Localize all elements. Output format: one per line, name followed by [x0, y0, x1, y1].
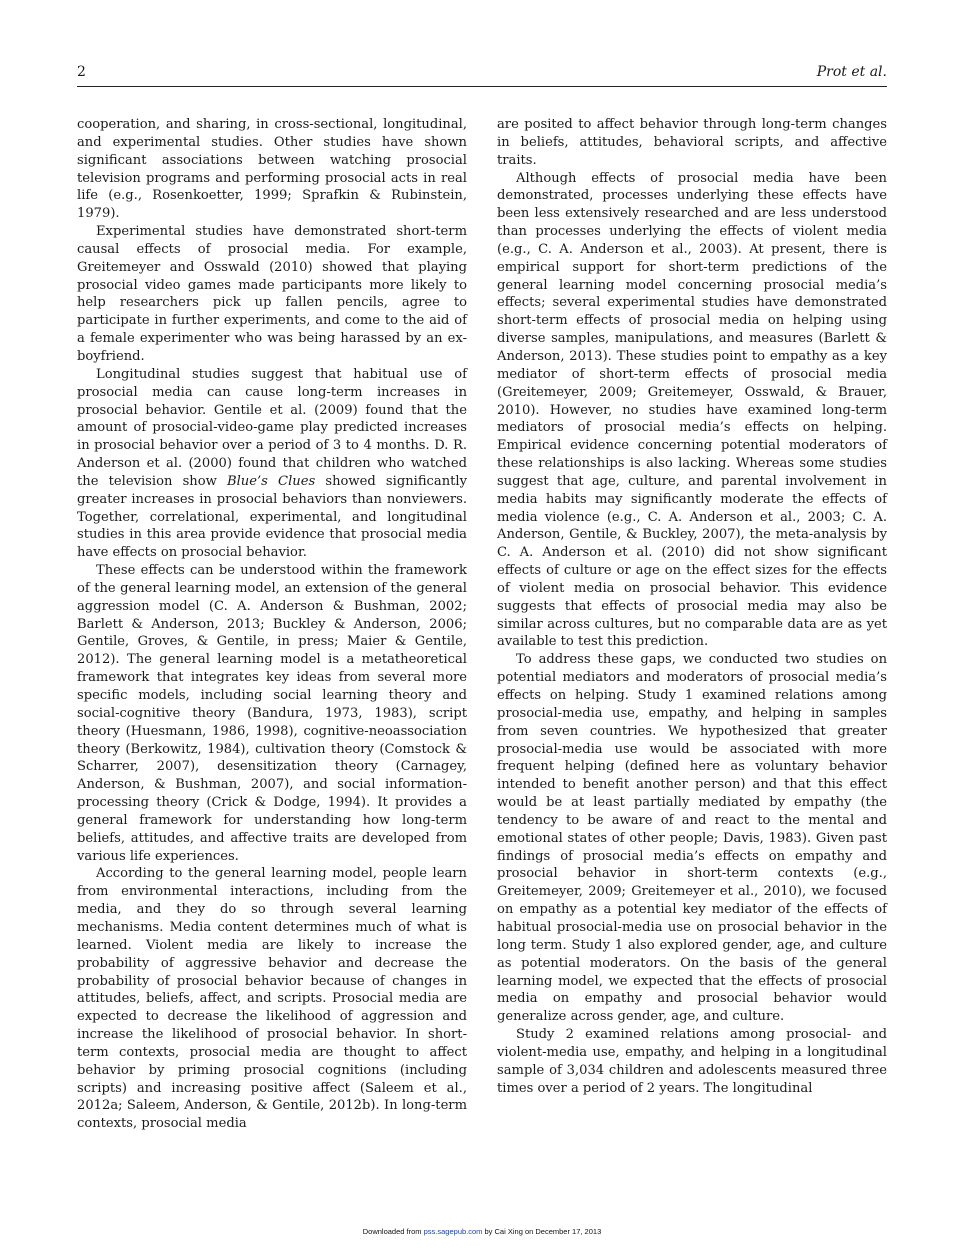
download-footer — [0, 1227, 964, 1236]
paragraph: Although effects of prosocial media have been demonstrated, processes underlying these effects have been less extensively researched and are less understood than processes underlying the effects of violent media (e.g., C. A. Anderson et al., 2003). At present, there is empirical support for short-term predictions of the general learning model concerning prosocial media’s effects; several experimental studies have demonstrated short-term effects of prosocial media on helping using diverse samples, manipulations, and measures (Barlett & Anderson, 2013). These studies point to empathy as a key mediator of short-term effects of prosocial media (Greitemeyer, 2009; Greitemeyer, Osswald, & Brauer, 2010). However, no studies have examined long-term mediators of prosocial media’s effects on helping. Empirical evidence concerning potential moderators of these relationships is also lacking. Whereas some studies suggest that age, culture, and parental involvement in media habits may significantly moderate the effects of media violence (e.g., C. A. Anderson et al., 2003; C. A. Anderson, Gentile, & Buckley, 2007), the meta-analysis by C. A. Anderson et al. (2010) did not show significant effects of culture or age on the effect sizes for the effects of violent media on prosocial behavior. This evidence suggests that effects of prosocial media may also be similar across cultures, but no comparable data are as yet available to test this prediction. — [497, 170, 887, 650]
source-link[interactable]: pss.sagepub.com — [423, 1227, 483, 1236]
left-column — [77, 116, 467, 1133]
text-span: Longitudinal studies suggest that habitual use of prosocial media can cause long-term increases in prosocial behavior. Gentile et al. (2009) found that the amount of prosocial-video-game play predicted increases in prosocial behavior over a period of 3 to 4 months. D. R. Anderson et al. (2000) found that children who watched the television show — [77, 366, 467, 489]
paragraph: According to the general learning model, people learn from environmental interactions, including from the media, and they do so through several learning mechanisms. Media content determines much of what is learned. Violent media are likely to increase the probability of aggressive behavior and decrease the probability of prosocial behavior because of changes in attitudes, beliefs, affect, and scripts. Prosocial media are expected to decrease the likelihood of aggression and increase the likelihood of prosocial behavior. In short-term contexts, prosocial media are thought to affect behavior by priming prosocial cognitions (including scripts) and increasing positive affect (Saleem et al., 2012a; Saleem, Anderson, & Gentile, 2012b). In long-term contexts, prosocial media — [77, 866, 467, 1132]
page-number: 2 — [77, 64, 86, 80]
right-column — [497, 116, 887, 1097]
page-header — [77, 62, 887, 87]
running-head: Prot et al. — [816, 64, 887, 80]
paragraph: cooperation, and sharing, in cross-sectional, longitudinal, and experimental studies. Other studies have shown significant associations between watching prosocial television programs and performing prosocial acts in real life (e.g., Rosenkoetter, 1999; Sprafkin & Rubinstein, 1979). — [77, 117, 467, 222]
paragraph: Experimental studies have demonstrated short-term causal effects of prosocial media. For example, Greitemeyer and Osswald (2010) showed that playing prosocial video games made participants more likely to help researchers pick up fallen pencils, agree to participate in further experiments, and come to the aid of a female experimenter who was being harassed by an ex-boyfriend. — [77, 224, 467, 364]
text-span: showed significantly greater increases in prosocial behaviors than nonviewers. Together, correlational, experimental, and longitudinal studies in this area provide evidence that prosocial media have effects on prosocial behavior. — [77, 473, 467, 561]
paragraph: To address these gaps, we conducted two studies on potential mediators and moderators of prosocial media’s effects on helping. Study 1 examined relations among prosocial-media use, empathy, and helping in samples from seven countries. We hypothesized that greater prosocial-media use would be associated with more frequent helping (defined here as voluntary behavior intended to benefit another person) and that this effect would be at least partially mediated by empathy (the tendency to be aware of and react to the mental and emotional states of other people; Davis, 1983). Given past findings of prosocial media’s effects on empathy and prosocial behavior in short-term contexts (e.g., Greitemeyer, 2009; Greitemeyer et al., 2010), we focused on empathy as a potential key mediator of the effects of habitual prosocial-media use on prosocial behavior in the long term. Study 1 also explored gender, age, and culture as potential moderators. On the basis of the general learning model, we expected that the effects of prosocial media on empathy and prosocial behavior would generalize across gender, age, and culture. — [497, 652, 887, 1025]
show-title: Blue’s Clues — [227, 473, 316, 489]
paragraph: Study 2 examined relations among prosocial- and violent-media use, empathy, and helping in a longitudinal sample of 3,034 children and adolescents measured three times over a period of 2 years. The longitudinal — [497, 1027, 887, 1096]
paragraph: are posited to affect behavior through long-term changes in beliefs, attitudes, behavioral scripts, and affective traits. — [497, 117, 887, 168]
paragraph — [77, 366, 467, 562]
footer-prefix: Downloaded from — [362, 1227, 424, 1236]
paragraph: These effects can be understood within the framework of the general learning model, an extension of the general aggression model (C. A. Anderson & Bushman, 2002; Barlett & Anderson, 2013; Buckley & Anderson, 2006; Gentile, Groves, & Gentile, in press; Maier & Gentile, 2012). The general learning model is a metatheoretical framework that integrates key ideas from several more specific models, including social learning theory and social-cognitive theory (Bandura, 1973, 1983), script theory (Huesmann, 1986, 1998), cognitive-neoassociation theory (Berkowitz, 1984), cultivation theory (Comstock & Scharrer, 2007), desensitization theory (Carnagey, Anderson, & Bushman, 2007), and social information-processing theory (Crick & Dodge, 1994). It provides a general framework for understanding how long-term beliefs, attitudes, and affective traits are developed from various life experiences. — [77, 563, 467, 864]
footer-suffix: by Cai Xing on December 17, 2013 — [482, 1227, 602, 1236]
